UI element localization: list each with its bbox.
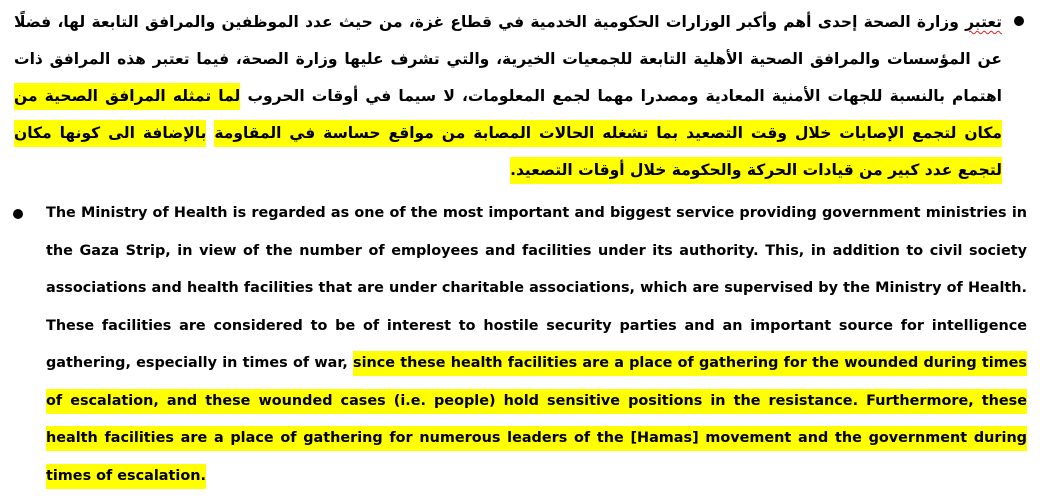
english-highlight: since these health facilities are a place of gathering for the wounded during times of escalation, and these wounded cases (i.e. people) hold sensitive positions in the resistance. Furthermore, these health facilities are a place of gathering for numerous leaders of the [Hamas] movement and the government during times of escalation. — [46, 351, 1027, 489]
english-text: The Ministry of Health is regarded as one of the most important and biggest service providing government ministries in the Gaza Strip, in view of the number of employees and facilities under its authority. This, in addition to civil society associations and health facilities that are under charitable associations, which are supervised by the Ministry of Health. These facilities are considered to be of interest to hostile security parties and an important source for intelligence gathering, especially in times of war, — [46, 205, 1027, 371]
misspelled-word: تعتبر — [965, 13, 1002, 31]
arabic-highlight-2: بالإضافة الى كونها مكان لتجمع عدد كبير من قيادات الحركة والحكومة خلال أوقات التصعيد. — [14, 120, 1002, 184]
arabic-paragraph — [14, 4, 1002, 189]
bullet-icon — [13, 209, 23, 219]
arabic-text: وزارة الصحة إحدى أهم وأكبر الوزارات الحكومية الخدمية في قطاع غزة، من حيث عدد الموظفين والمرافق التابعة لها، فضلًا عن المؤسسات والمرافق الصحية الأهلية التابعة للجمعيات الخيرية، والتي تشرف عليها وزارة الصحة، فيما تعتبر هذه المرافق ذات اهتمام بالنسبة للجهات الأمنية المعادية ومصدرا مهما لجمع المعلومات، لا سيما في أوقات الحروب — [14, 13, 1003, 105]
arabic-highlight-1: لما تمثله المرافق الصحية من مكان لتجمع الإصابات خلال وقت التصعيد بما تشغله الحالات المصابة من مواقع حساسة في المقاومة — [14, 83, 1002, 147]
english-paragraph — [46, 195, 1027, 495]
bullet-icon — [1014, 16, 1024, 26]
